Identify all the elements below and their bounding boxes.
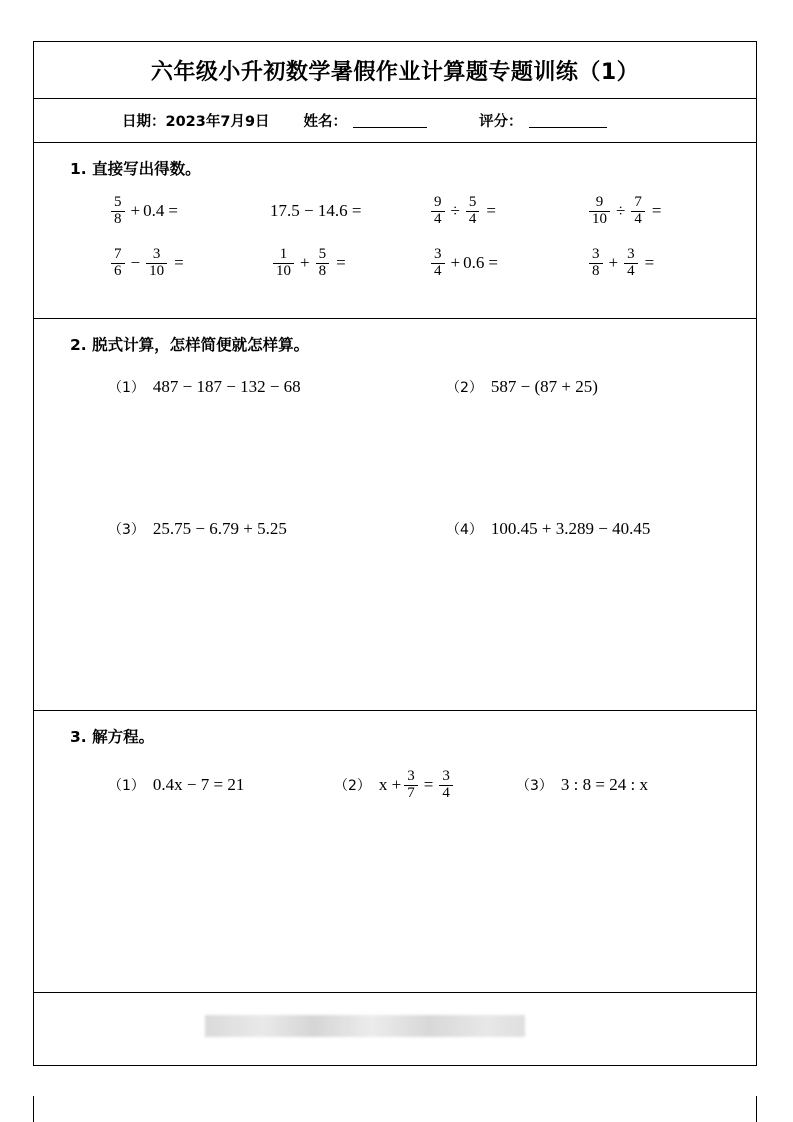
operator: + xyxy=(450,253,461,272)
problem-1-8 xyxy=(586,247,736,280)
answer-space-3[interactable] xyxy=(34,802,756,924)
fraction-numerator: 1 xyxy=(279,245,288,262)
problem-2-4 xyxy=(446,519,650,539)
name-blank-field[interactable] xyxy=(353,114,427,128)
expression: 100.45 + 3.289 − 40.45 xyxy=(490,519,651,538)
score-label: 评分： xyxy=(479,114,523,130)
fraction-denominator: 8 xyxy=(316,263,330,280)
title-row xyxy=(34,42,756,99)
operator: ÷ xyxy=(450,201,460,220)
fraction-numerator: 9 xyxy=(434,193,442,210)
fraction xyxy=(431,247,445,280)
meta-row xyxy=(34,99,756,143)
fraction-denominator: 4 xyxy=(624,263,638,280)
problem-number: （3） xyxy=(516,778,553,795)
operator: + xyxy=(130,201,141,220)
section-1 xyxy=(34,143,756,319)
fraction-denominator: 10 xyxy=(146,263,167,280)
fraction xyxy=(589,247,603,280)
equals-sign: = xyxy=(488,253,498,272)
fraction-denominator: 8 xyxy=(589,263,603,280)
expression: 25.75 − 6.79 + 5.25 xyxy=(152,519,287,538)
fraction-numerator: 5 xyxy=(318,245,327,262)
section-2 xyxy=(34,319,756,711)
equation-3-3 xyxy=(516,775,648,795)
operand: 0.4 xyxy=(143,201,165,220)
equals-sign: = xyxy=(336,253,346,272)
equals-sign: = xyxy=(423,775,434,795)
problem-1-5 xyxy=(108,247,270,280)
equals-sign: = xyxy=(644,253,655,272)
section-1-row-1 xyxy=(34,185,756,237)
fraction-numerator: 5 xyxy=(468,193,477,210)
section-3 xyxy=(34,711,756,993)
equation-3-1 xyxy=(108,775,334,795)
operator: ÷ xyxy=(616,201,626,220)
problem-1-4 xyxy=(586,195,736,228)
fraction-denominator: 7 xyxy=(404,785,418,802)
fraction-numerator: 9 xyxy=(595,193,604,210)
section-1-heading: 1. 直接写出得数。 xyxy=(70,160,201,178)
fraction-numerator: 3 xyxy=(442,768,450,784)
operator: + xyxy=(300,253,310,272)
section-3-heading: 3. 解方程。 xyxy=(70,728,155,746)
fraction-denominator: 6 xyxy=(111,263,125,280)
fraction-numerator: 3 xyxy=(407,768,415,784)
score-blank-field[interactable] xyxy=(529,114,607,128)
date-label: 日期：2023年7月9日 xyxy=(122,114,270,130)
section-2-heading: 2. 脱式计算，怎样简便就怎样算。 xyxy=(70,336,310,354)
equals-sign: = xyxy=(651,201,662,220)
equals-sign: = xyxy=(168,201,178,220)
equals-sign: = xyxy=(486,201,496,220)
page-edge-tick-left xyxy=(33,1096,34,1122)
fraction-numerator: 7 xyxy=(634,193,642,210)
answer-space-2[interactable] xyxy=(34,539,756,651)
fraction-denominator: 4 xyxy=(466,211,480,228)
expression: 0.4x − 7 = 21 xyxy=(152,775,245,795)
expression-lhs: x + xyxy=(378,775,402,795)
problem-1-2 xyxy=(270,201,428,221)
fraction-denominator: 10 xyxy=(589,211,610,228)
fraction-denominator: 4 xyxy=(431,263,445,280)
page-title: 六年级小升初数学暑假作业计算题专题训练（1） xyxy=(150,59,640,85)
section-1-row-2 xyxy=(34,237,756,289)
fraction-numerator: 5 xyxy=(114,193,122,210)
problem-number: （4） xyxy=(446,522,483,538)
fraction-numerator: 3 xyxy=(627,245,635,262)
problem-number: （1） xyxy=(108,778,145,795)
problem-number: （2） xyxy=(446,380,483,396)
fraction xyxy=(431,195,445,228)
fraction xyxy=(439,769,453,802)
problem-1-7 xyxy=(428,247,586,280)
page-edge-tick-right xyxy=(756,1096,757,1122)
operand: 0.6 xyxy=(463,253,485,272)
answer-space-1[interactable] xyxy=(34,397,756,519)
problem-1-6 xyxy=(270,247,428,280)
fraction xyxy=(631,195,645,228)
section-3-row-1 xyxy=(34,769,756,802)
fraction-denominator: 4 xyxy=(439,785,453,802)
section-2-row-2 xyxy=(34,519,756,539)
problem-number: （2） xyxy=(334,778,371,795)
operator: − xyxy=(130,253,141,272)
fraction-denominator: 4 xyxy=(431,211,445,228)
fraction xyxy=(404,769,418,802)
fraction-denominator: 10 xyxy=(273,263,294,280)
fraction xyxy=(316,247,330,280)
fraction-numerator: 3 xyxy=(434,245,442,262)
fraction-numerator: 3 xyxy=(592,245,600,262)
equation-3-2 xyxy=(334,769,516,802)
fraction xyxy=(589,195,610,228)
expression: 487 − 187 − 132 − 68 xyxy=(152,377,301,396)
fraction xyxy=(273,247,294,280)
operator: + xyxy=(608,253,619,272)
equals-sign: = xyxy=(174,253,184,272)
fraction-numerator: 7 xyxy=(114,245,122,262)
problem-1-1 xyxy=(108,195,270,228)
fraction xyxy=(111,195,125,228)
worksheet-table xyxy=(33,41,757,1066)
problem-2-3 xyxy=(108,519,446,539)
fraction xyxy=(111,247,125,280)
watermark-blur xyxy=(205,1015,525,1037)
fraction xyxy=(146,247,167,280)
fraction xyxy=(466,195,480,228)
section-2-row-1 xyxy=(34,377,756,397)
fraction xyxy=(624,247,638,280)
expression: 17.5 − 14.6 = xyxy=(270,201,362,220)
fraction-denominator: 4 xyxy=(631,211,645,228)
fraction-denominator: 8 xyxy=(111,211,125,228)
problem-2-1 xyxy=(108,377,446,397)
problem-number: （1） xyxy=(108,380,145,396)
fraction-numerator: 3 xyxy=(152,245,161,262)
problem-2-2 xyxy=(446,377,598,397)
name-label: 姓名： xyxy=(303,114,348,130)
expression: 587 − (87 + 25) xyxy=(490,377,598,396)
expression: 3 : 8 = 24 : x xyxy=(560,775,648,795)
problem-1-3 xyxy=(428,195,586,228)
problem-number: （3） xyxy=(108,522,145,538)
